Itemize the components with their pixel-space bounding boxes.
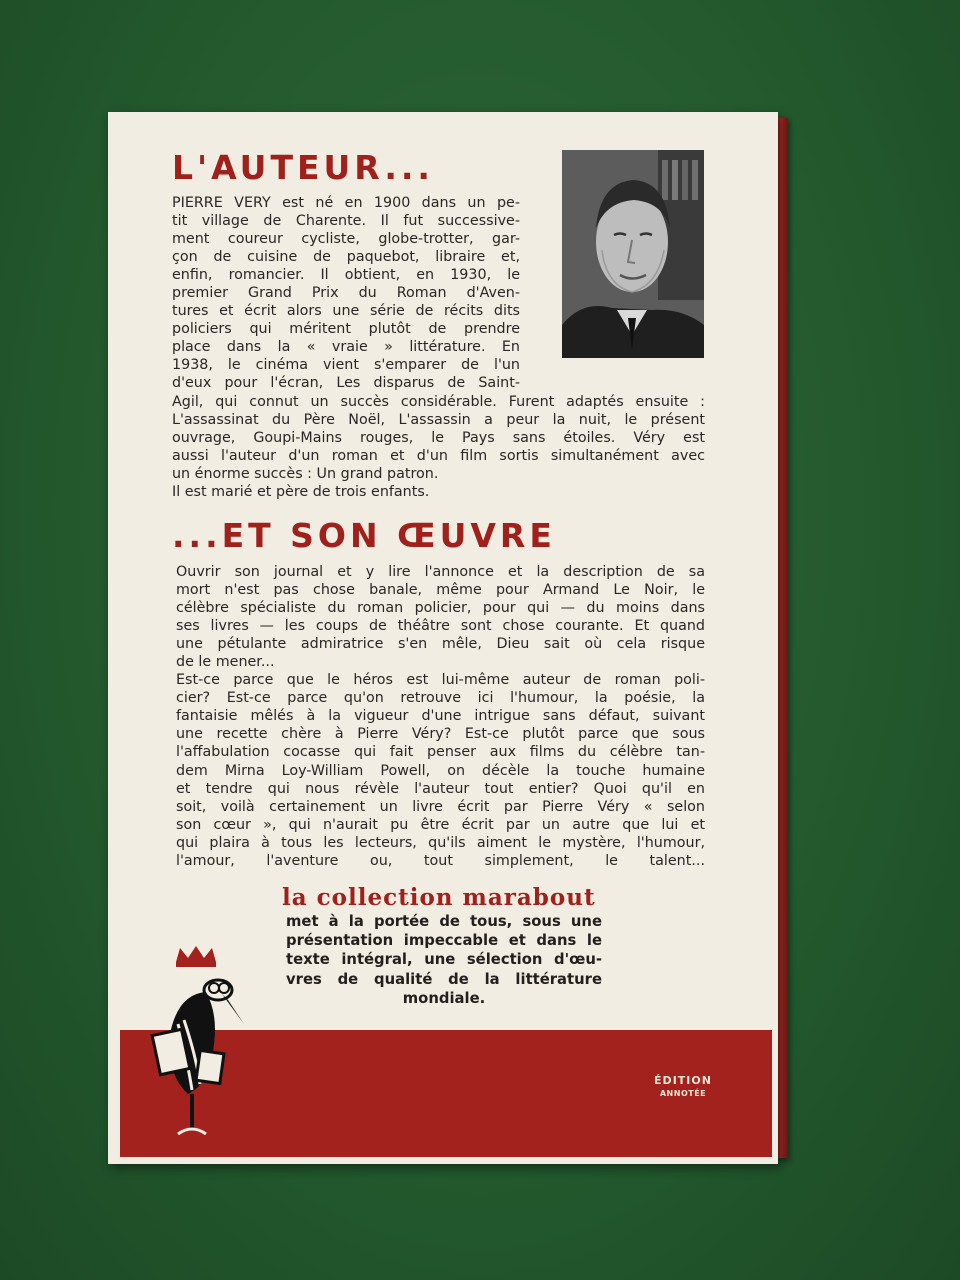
- portrait-drawing: [562, 150, 704, 358]
- edition-mark: [628, 1074, 738, 1098]
- summary-line: son cœur », qui n'aurait pu être écrit par un autre que lui et: [176, 816, 705, 833]
- bio-line: un énorme succès : Un grand patron.: [172, 466, 439, 483]
- edition-label: ÉDITION: [654, 1074, 712, 1087]
- bio-line: Agil, qui connut un succès considérable. Furent adaptés ensuite :: [172, 394, 705, 410]
- bio-line: policiers qui méritent plutôt de prendre: [172, 321, 520, 338]
- edition-sublabel: ANNOTÉE: [659, 1089, 707, 1098]
- summary-line: célèbre spécialiste du roman policier, pour qui — du moins dans: [176, 600, 705, 617]
- bio-line: ouvrage, Goupi-Mains rouges, le Pays sans étoiles. Véry est: [172, 430, 705, 447]
- bio-line: d'eux pour l'écran, Les disparus de Saint-: [172, 375, 520, 392]
- summary-line: une pétulante admiratrice s'en mêle, Dieu sait où cela risque: [176, 636, 705, 653]
- bio-line: Il est marié et père de trois enfants.: [172, 484, 430, 501]
- marabout-bird-mascot: [148, 944, 248, 1140]
- summary-line: dem Mirna Loy-William Powell, on décèle la touche humaine: [176, 762, 705, 779]
- summary-line: mort n'est pas chose banale, même pour Armand Le Noir, le: [176, 582, 705, 599]
- summary-line: cier? Est-ce parce qu'on retrouve ici l'humour, la poésie, la: [176, 690, 705, 707]
- collection-line: met à la portée de tous, sous une: [286, 913, 602, 930]
- summary-line: soit, voilà certainement un livre écrit par Pierre Véry « selon: [176, 798, 705, 815]
- author-heading: L'AUTEUR...: [172, 148, 434, 187]
- collection-line: texte intégral, une sélection d'œu-: [286, 951, 602, 969]
- author-bio-bottom: [172, 393, 705, 501]
- mascot-drawing: [148, 944, 248, 1140]
- bio-line: tures et écrit alors une série de récits dits: [172, 303, 520, 320]
- summary-line: l'affabulation cocasse qui fait penser aux films du célèbre tan-: [176, 744, 705, 761]
- summary-line: Est-ce parce que le héros est lui-même auteur de roman poli-: [176, 672, 705, 689]
- crown-icon: [176, 946, 216, 962]
- bio-line: çon de cuisine de paquebot, libraire et,: [172, 249, 520, 266]
- collection-line: mondiale.: [402, 989, 486, 1007]
- bio-line: ment coureur cycliste, globe-trotter, gar-: [172, 231, 520, 248]
- bio-line: L'assassinat du Père Noël, L'assassin a peur la nuit, le présent: [172, 412, 705, 429]
- author-bio-top: [172, 194, 520, 393]
- collection-line: présentation impeccable et dans le: [286, 932, 602, 950]
- book-back-cover: [108, 112, 778, 1164]
- work-heading: ...ET SON ŒUVRE: [172, 516, 556, 555]
- bio-line: premier Grand Prix du Roman d'Aven-: [172, 285, 520, 302]
- summary-line: qui plaira à tous les lecteurs, qu'ils aiment le mystère, l'humour,: [176, 834, 705, 851]
- summary-line: fantaisie mêlés à la vigueur d'une intrigue sans défaut, suivant: [176, 708, 705, 725]
- summary-line: Ouvrir son journal et y lire l'annonce et la description de sa: [176, 564, 705, 580]
- collection-line: vres de qualité de la littérature: [286, 970, 602, 988]
- summary-line: l'amour, l'aventure ou, tout simplement, le talent...: [176, 852, 705, 869]
- bio-line: 1938, le cinéma vient s'emparer de l'un: [172, 357, 520, 374]
- bio-line: enfin, romancier. Il obtient, en 1930, le: [172, 267, 520, 284]
- author-portrait-photo: [562, 150, 704, 358]
- work-summary: [176, 563, 705, 870]
- bio-line: PIERRE VERY est né en 1900 dans un pe-: [172, 195, 520, 211]
- collection-title: la collection marabout: [282, 884, 596, 911]
- bio-line: aussi l'auteur d'un roman et d'un film sortis simultanément avec: [172, 448, 705, 465]
- summary-line: une recette chère à Pierre Véry? Est-ce plutôt parce que sous: [176, 726, 705, 743]
- collection-description: [286, 912, 602, 1008]
- summary-line: de le mener...: [176, 654, 275, 671]
- bio-line: tit village de Charente. Il fut successive-: [172, 213, 520, 230]
- summary-line: et tendre qui nous révèle l'auteur tout entier? Quoi qu'il en: [176, 780, 705, 797]
- summary-line: ses livres — les coups de théâtre sont chose courante. Et quand: [176, 618, 705, 635]
- bio-line: place dans la « vraie » littérature. En: [172, 339, 520, 356]
